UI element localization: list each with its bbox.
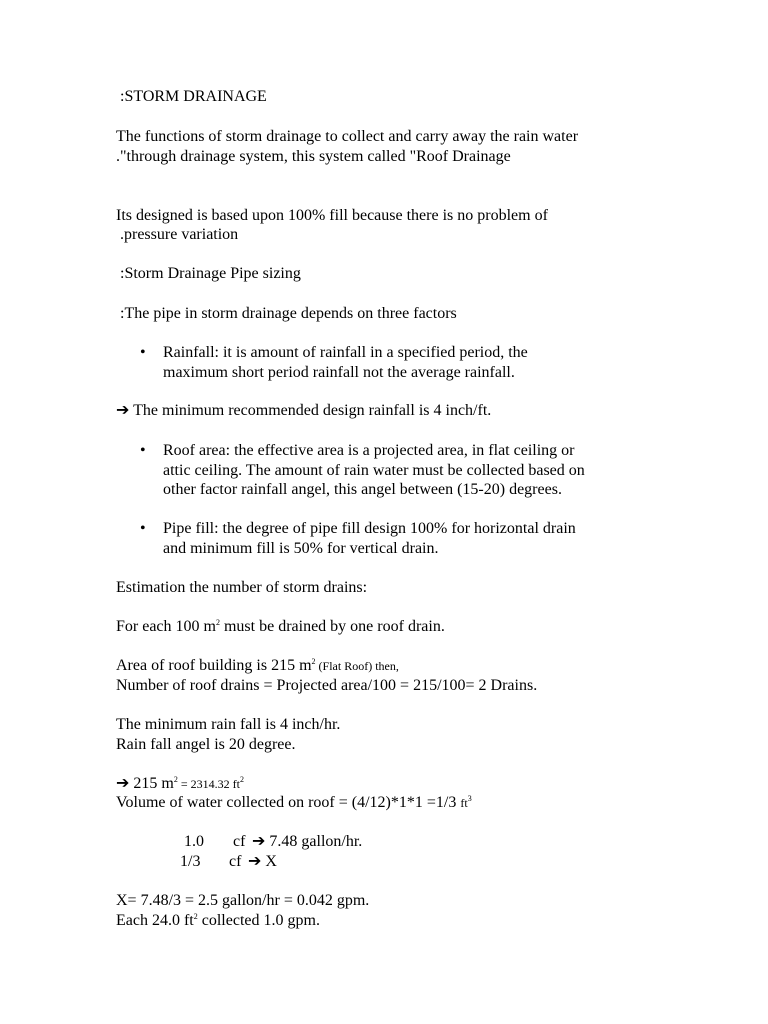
- ratio-value: 1.0: [184, 833, 204, 850]
- bullet-line: attic ceiling. The amount of rain water must be collected based on: [163, 462, 585, 479]
- ratio-result: [248, 852, 277, 872]
- estimation-heading: Estimation the number of storm drains:: [116, 579, 368, 596]
- paragraph-line: The functions of storm drainage to collect and carry away the rain water: [116, 128, 579, 145]
- heading: :STORM DRAINAGE: [120, 88, 267, 105]
- num-drains-line: Number of roof drains = Projected area/100 = 215/100= 2 Drains.: [116, 677, 538, 694]
- superscript: 2: [311, 657, 316, 666]
- paragraph-line: .pressure variation: [120, 226, 239, 243]
- sub-heading: :Storm Drainage Pipe sizing: [120, 265, 301, 282]
- superscript: 2: [173, 775, 178, 784]
- arrow-right-icon: ➔: [252, 833, 266, 850]
- arrow-right-icon: ➔: [248, 853, 262, 870]
- text: Each 24.0 ft: [116, 912, 194, 929]
- text: For each 100 m: [116, 618, 216, 635]
- arrow-line: [116, 401, 491, 421]
- paragraph-line: ."through drainage system, this system called "Roof Drainage: [116, 148, 511, 165]
- bullet-icon: •: [140, 442, 146, 459]
- text: must be drained by one roof drain.: [219, 618, 445, 635]
- ratio-unit: cf: [229, 853, 242, 870]
- each-24-line: [116, 911, 320, 931]
- text: collected 1.0 gpm.: [197, 912, 320, 929]
- min-rain-line: The minimum rain fall is 4 inch/hr.: [116, 716, 341, 733]
- arrow-line-text: The minimum recommended design rainfall is 4 inch/ft.: [133, 402, 492, 419]
- arrow-right-icon: ➔: [116, 775, 130, 792]
- ratio-unit: cf: [233, 833, 246, 850]
- area-line: [116, 656, 399, 676]
- superscript: 3: [467, 794, 472, 803]
- text: Volume of water collected on roof = (4/12)*1*1 =1/3: [116, 794, 461, 811]
- x-line: X= 7.48/3 = 2.5 gallon/hr = 0.042 gpm.: [116, 892, 370, 909]
- bullet-line: other factor rainfall angel, this angel between (15-20) degrees.: [163, 481, 562, 498]
- text: 215 m: [129, 775, 174, 792]
- volume-line: [116, 793, 472, 813]
- arrow-right-icon: ➔: [116, 402, 130, 419]
- small-text: (Flat Roof) then,: [315, 659, 399, 673]
- text: 7.48 gallon/hr.: [265, 833, 363, 850]
- bullet-line: and minimum fill is 50% for vertical drain.: [163, 540, 439, 557]
- small-text: ft: [460, 796, 468, 810]
- small-text: = 2314.32 ft: [177, 777, 240, 791]
- bullet-line: maximum short period rainfall not the average rainfall.: [163, 364, 515, 381]
- ratio-result: [252, 832, 362, 852]
- each-100-line: [116, 617, 445, 637]
- conversion-line: [116, 774, 244, 794]
- superscript: 2: [193, 912, 198, 921]
- superscript: 2: [239, 775, 244, 784]
- angel-line: Rain fall angel is 20 degree.: [116, 736, 296, 753]
- text: X: [261, 853, 277, 870]
- bullet-icon: •: [140, 520, 146, 537]
- bullet-line: Roof area: the effective area is a projected area, in flat ceiling or: [163, 442, 575, 459]
- bullet-icon: •: [140, 344, 146, 361]
- superscript: 2: [215, 618, 220, 627]
- factors-intro: :The pipe in storm drainage depends on three factors: [120, 305, 457, 322]
- bullet-line: Rainfall: it is amount of rainfall in a specified period, the: [163, 344, 528, 361]
- bullet-line: Pipe fill: the degree of pipe fill design 100% for horizontal drain: [163, 520, 576, 537]
- paragraph-line: Its designed is based upon 100% fill because there is no problem of: [116, 207, 548, 224]
- text: Area of roof building is 215 m: [116, 657, 312, 674]
- ratio-value: 1/3: [180, 853, 201, 870]
